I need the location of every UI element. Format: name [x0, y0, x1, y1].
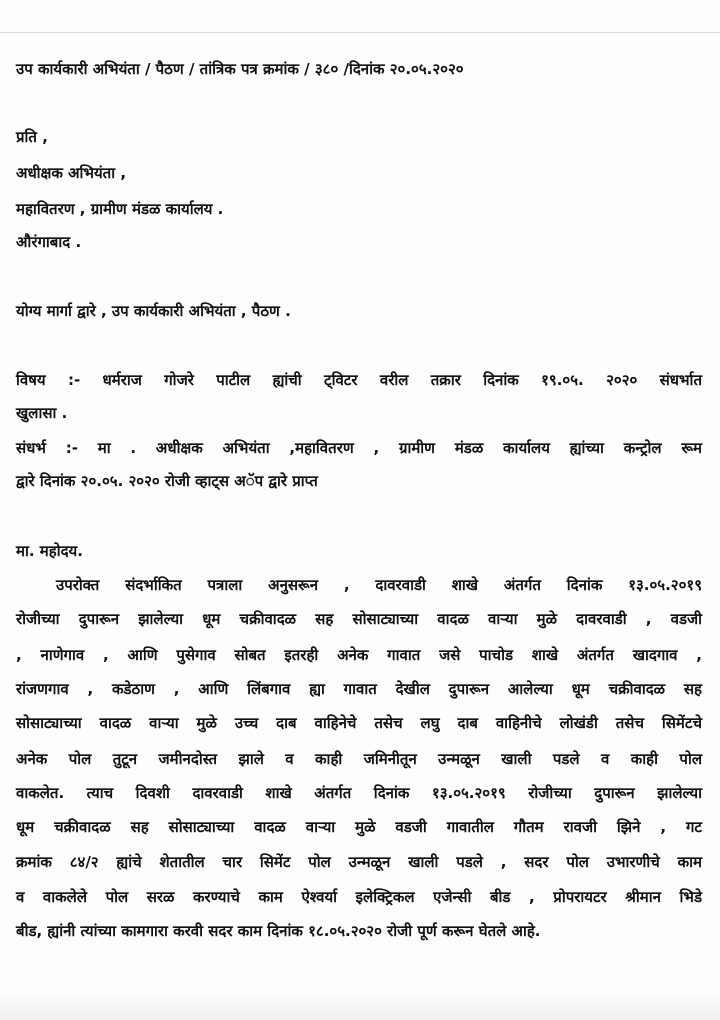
body-line-7: वाकलेत. त्याच दिवशी दावरवाडी शाखे अंतर्गत दिनांक १३.०५.२०१९ रोजीच्या दुपारून झालेल्या — [16, 784, 702, 802]
recipient-line-2: अधीक्षक अभियंता , — [16, 164, 127, 182]
body-line-5: सोसाट्याच्या वादळ वाऱ्या मुळे उच्च दाब वाहिनेचे तसेच लघु दाब वाहिनीचे लोखंडी तसेच सिमेंटचे — [16, 714, 702, 732]
body-line-2: रोजीच्या दुपारून झालेल्या धूम चक्रीवादळ सह सोसाट्याच्या वादळ वाऱ्या मुळे दावरवाडी , वडजी — [16, 610, 702, 628]
reference-line-1: संधर्भ :- मा . अधीक्षक अभियंता ,महावितरण , ग्रामीण मंडळ कार्यालय ह्यांच्या कन्ट्रोल रूम — [16, 439, 702, 457]
page-bottom-shadow — [0, 990, 720, 1020]
salutation: मा. महोदय. — [16, 542, 83, 560]
body-line-3: , नाणेगाव , आणि पुसेगाव सोबत इतरही अनेक गावात जसे पाचोड शाखे अंतर्गत खादगाव , — [16, 646, 702, 664]
reference-line-2: द्वारे दिनांक २०.०५. २०२० रोजी व्हाट्स अॅप द्वारे प्राप्त — [16, 472, 318, 490]
body-line-1: उपरोक्त संदर्भाकित पत्राला अनुसरून , दावरवाडी शाखे अंतर्गत दिनांक १३.०५.२०१९ — [56, 576, 702, 594]
body-line-10: व वाकलेले पोल सरळ करण्याचे काम ऐश्वर्या इलेक्ट्रिकल एजेन्सी बीड , प्रोपरायटर श्रीमान भिडे — [16, 888, 702, 906]
through-line: योग्य मार्गा द्वारे , उप कार्यकारी अभियंता , पैठण . — [16, 302, 291, 320]
body-line-4: रांजणगाव , कडेठाण , आणि लिंबगाव ह्या गावात देखील दुपारून आलेल्या धूम चक्रीवादळ सह — [16, 680, 702, 698]
subject-line-2: खुलासा . — [16, 404, 68, 422]
body-line-9: क्रमांक ८४/२ ह्यांचे शेतातील चार सिमेंट पोल उन्मळून खाली पडले , सदर पोल उभारणीचे काम — [16, 853, 702, 871]
recipient-line-4: औरंगाबाद . — [16, 233, 82, 251]
body-line-8: धूम चक्रीवादळ सह सोसाट्याच्या वादळ वाऱ्या मुळे वडजी गावातील गौतम रावजी झिने , गट — [16, 818, 702, 836]
recipient-line-3: महावितरण , ग्रामीण मंडळ कार्यालय . — [16, 200, 224, 218]
body-line-11: बीड, ह्यांनी त्यांच्या कामगारा करवी सदर काम दिनांक १८.०५.२०२० रोजी पूर्ण करून घेतले आहे. — [16, 922, 541, 940]
body-line-6: अनेक पोल तुटून जमीनदोस्त झाले व काही जमिनीतून उन्मळून खाली पडले व काही पोल — [16, 750, 702, 768]
subject-line-1: विषय :- धर्मराज गोजरे पाटील ह्यांची ट्विटर वरील तक्रार दिनांक १९.०५. २०२० संधर्भात — [16, 371, 702, 389]
top-divider — [0, 32, 720, 33]
letter-header: उप कार्यकारी अभियंता / पैठण / तांत्रिक पत्र क्रमांक / ३८० /दिनांक २०.०५.२०२० — [16, 60, 464, 78]
recipient-line-1: प्रति , — [16, 128, 48, 146]
